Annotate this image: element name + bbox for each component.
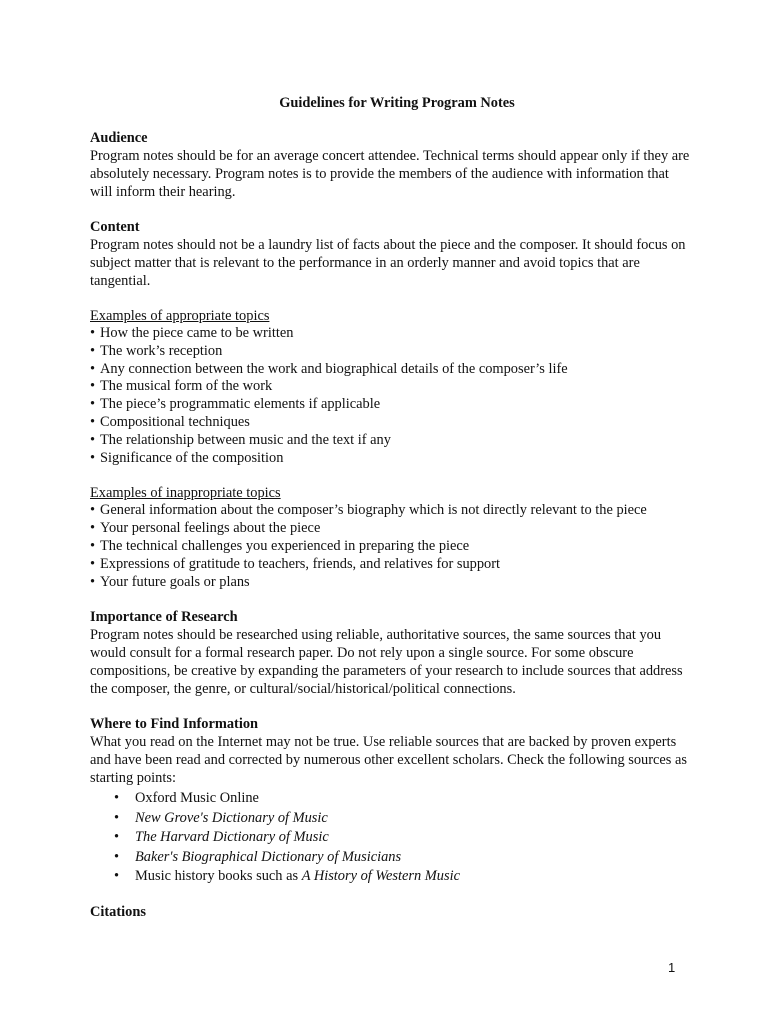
audience-paragraph: Program notes should be for an average concert attendee. Technical terms should appear only if they are absolutely necessary. Program notes is to provide the members of the audience with information that will inform their hearing. (90, 148, 690, 200)
bullet-icon: • (114, 867, 120, 884)
research-paragraph: Program notes should be researched using reliable, authoritative sources, the same sources that you would consult for a formal research paper. Do not rely upon a single source. For some obscure compositions, be creative by expanding the parameters of your research to include sources that address the composer, the genre, or cultural/social/historical/political connections. (90, 627, 683, 698)
list-item: • Compositional techniques (90, 413, 250, 430)
list-item: • The Harvard Dictionary of Music (90, 828, 690, 847)
bullet-icon: • (90, 449, 96, 466)
bullet-icon: • (90, 342, 96, 359)
appropriate-topics-list (90, 325, 690, 467)
list-item: • Your future goals or plans (90, 573, 250, 590)
list-item: • Oxford Music Online (90, 789, 690, 808)
bullet-icon: • (90, 431, 96, 448)
content-paragraph: Program notes should not be a laundry list of facts about the piece and the composer. It should focus on subject matter that is relevant to the performance in an orderly manner and avoid topics that are tangential. (90, 237, 686, 289)
bullet-icon: • (90, 573, 96, 590)
bullet-icon: • (114, 790, 120, 807)
list-item: • The work’s reception (90, 342, 223, 359)
list-item: • General information about the composer’s biography which is not directly relevant to the piece (90, 502, 647, 519)
bullet-icon: • (90, 520, 96, 537)
list-item: • Your personal feelings about the piece (90, 520, 321, 537)
bullet-icon: • (90, 537, 96, 554)
where-to-find-heading: Where to Find Information (90, 716, 259, 733)
list-item: • Expressions of gratitude to teachers, friends, and relatives for support (90, 555, 501, 572)
audience-heading: Audience (90, 130, 148, 146)
citations-heading: Citations (90, 904, 146, 921)
list-item: • How the piece came to be written (90, 325, 294, 341)
list-item: • New Grove's Dictionary of Music (90, 809, 690, 828)
bullet-icon: • (114, 848, 120, 865)
list-item: • Significance of the composition (90, 449, 284, 466)
list-item: • The technical challenges you experienced in preparing the piece (90, 537, 470, 554)
document-page (90, 94, 690, 921)
sources-list (90, 789, 690, 886)
list-item: • The musical form of the work (90, 378, 273, 395)
bullet-icon: • (90, 502, 96, 519)
inappropriate-topics-list (90, 502, 690, 591)
research-heading: Importance of Research (90, 609, 238, 626)
list-item: • The relationship between music and the text if any (90, 431, 391, 448)
list-item: • Baker's Biographical Dictionary of Musicians (90, 848, 690, 867)
bullet-icon: • (90, 378, 96, 395)
bullet-icon: • (90, 555, 96, 572)
where-to-find-paragraph: What you read on the Internet may not be true. Use reliable sources that are backed by proven experts and have been read and corrected by numerous other excellent scholars. Check the following sources as starting points: (90, 734, 687, 787)
list-item: • Any connection between the work and biographical details of the composer’s life (90, 360, 568, 377)
bullet-icon: • (90, 325, 96, 341)
document-title: Guidelines for Writing Program Notes (279, 95, 515, 111)
bullet-icon: • (90, 396, 96, 413)
content-heading: Content (90, 219, 140, 235)
list-item: • Music history books such as A History of Western Music (90, 867, 690, 886)
list-item: • The piece’s programmatic elements if applicable (90, 396, 381, 413)
page-number: 1 (668, 960, 676, 975)
bullet-icon: • (114, 829, 120, 846)
appropriate-topics-heading: Examples of appropriate topics (90, 308, 270, 324)
inappropriate-topics-heading: Examples of inappropriate topics (90, 485, 281, 502)
bullet-icon: • (90, 413, 96, 430)
bullet-icon: • (114, 809, 120, 826)
bullet-icon: • (90, 360, 96, 377)
